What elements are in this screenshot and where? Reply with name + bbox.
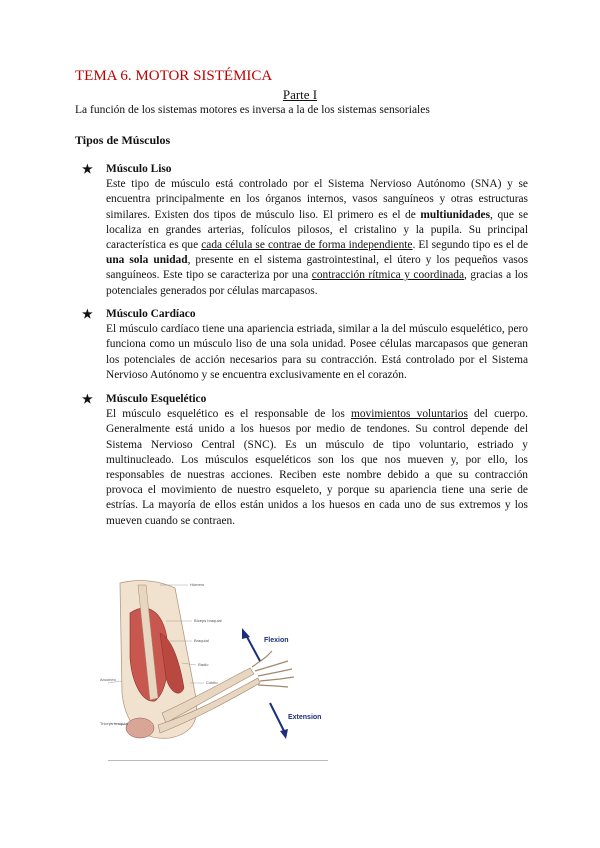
muscle-section-esqueletico [82, 392, 528, 529]
flexion-label: Flexion [264, 637, 289, 644]
arm-anatomy-figure [100, 573, 330, 763]
text-run: , gracias a los potenciales generados por células marcapasos. [106, 269, 528, 297]
underlined-term: movimientos voluntarios [350, 408, 468, 421]
bold-term: multiunidades [420, 208, 491, 221]
text-run: Este tipo de músculo está controlado por el Sistema Nervioso Autónomo (SNA) y se encuentra principalmente en los órganos internos, vasos sanguíneos y otras estructuras similares. Existen dos tipos de músculo liso. El primero es el de [106, 178, 528, 221]
figure-label: Braquial [194, 638, 209, 643]
text-run: del cuerpo. Generalmente está unido a los huesos por medio de tendones. Su control depende del Sistema Nervioso Central (SNC). Es un músculo de tipo voluntario, estriado y multinucleado. Los músculos esqueléticos son los que nos mueven y, por ello, los responsables de nuestras acciones. Reciben este nombre debido a que su contracción provoca el movimiento de nuestro esqueleto, y porque su apariencia tiene una serie de estrías. La mayoría de ellos están unidos a los huesos en cada uno de sus extremos y los mueven cuando se contraen. [106, 408, 528, 527]
figure-label: Triceps braquial [100, 721, 129, 726]
muscle-description [106, 177, 528, 299]
extension-label: Extension [288, 714, 322, 721]
muscle-heading: Músculo Liso [106, 163, 172, 175]
figure-label: Húmero [190, 582, 205, 587]
star-icon: ★ [82, 307, 93, 321]
bold-term: una sola unidad [106, 254, 188, 267]
elbow [126, 718, 154, 738]
section-heading: Tipos de Músculos [75, 133, 171, 147]
muscle-heading: Músculo Cardíaco [106, 308, 196, 320]
page-title: TEMA 6. MOTOR SISTÉMICA [75, 68, 273, 84]
text-run: . El segundo tipo es el de [412, 239, 529, 252]
muscle-section-liso [82, 162, 528, 299]
figure-label: Ancóneo [100, 677, 116, 682]
star-icon: ★ [82, 162, 93, 176]
figure-label: Radio [198, 662, 209, 667]
text-run: El músculo esquelético es el responsable de los [106, 408, 351, 421]
flexion-arrow [242, 628, 260, 661]
star-icon: ★ [82, 392, 93, 406]
muscle-description [106, 322, 528, 383]
intro-text: La función de los sistemas motores es inversa a la de los sistemas sensoriales [75, 104, 430, 116]
figure-label: Bíceps braquial [194, 618, 222, 623]
figure-label: Cúbito [206, 680, 218, 685]
muscle-description [106, 407, 528, 529]
text-run: El músculo cardíaco tiene una apariencia estriada, similar a la del músculo esquelético, pero funciona como un músculo liso de una sola unidad. Posee células marcapasos que generan los potenciales de acción necesarios para su contracción. Está controlado por el Sistema Nervioso Autónomo y se encuentra exclusivamente en el corazón. [106, 323, 528, 381]
part-heading: Parte I [282, 87, 318, 102]
extension-arrow [270, 703, 288, 739]
text-run: , que se localiza en grandes arterias, folículos pilosos, el cristalino y la pupila. Su principal característica es que [106, 208, 528, 252]
muscle-section-cardiaco [82, 307, 528, 383]
muscle-heading: Músculo Esquelético [106, 393, 207, 405]
figure-divider [108, 760, 328, 761]
underlined-term: contracción rítmica y coordinada [311, 269, 465, 282]
text-run: , presente en el sistema gastrointestinal, el útero y los pequeños vasos sanguíneos. Este tipo se caracteriza por una [106, 254, 528, 282]
underlined-term: cada célula se contrae de forma independiente [201, 239, 413, 252]
